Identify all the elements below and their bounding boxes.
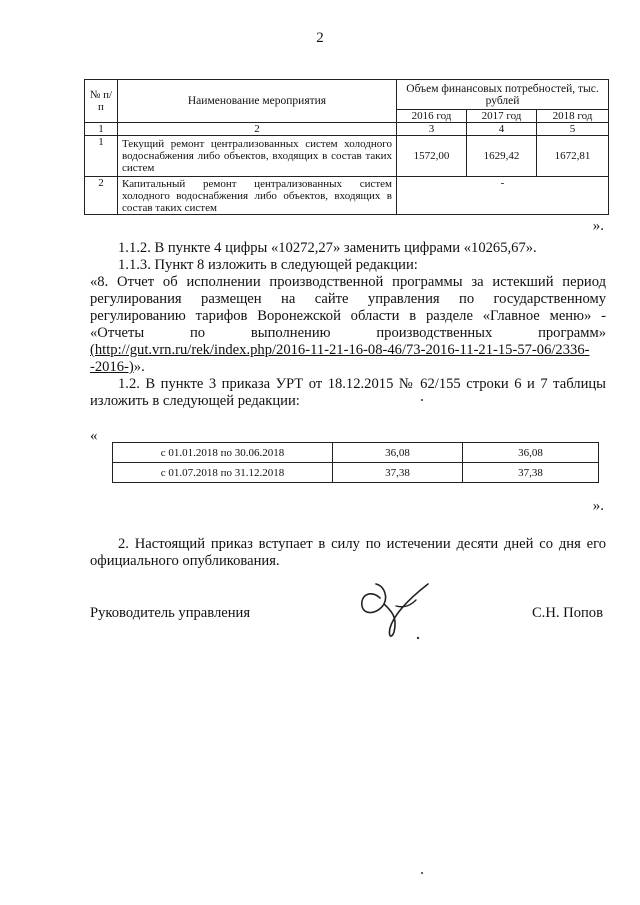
row-num: 1 [85, 136, 118, 177]
header-year: 2017 год [467, 110, 537, 123]
tariff-value: 37,38 [333, 463, 463, 483]
value-2017: 1629,42 [467, 136, 537, 177]
report-link[interactable] [90, 342, 606, 359]
header-year: 2018 год [537, 110, 609, 123]
table-row [85, 177, 609, 215]
column-number: 5 [537, 123, 609, 136]
text-line: 2. Настоящий приказ вступает в силу по истечении десяти дней со дня его [118, 536, 606, 552]
table-row [113, 443, 599, 463]
paragraph-1-1-3: 1.1.3. Пункт 8 изложить в следующей редакции: [118, 257, 418, 273]
column-number: 3 [397, 123, 467, 136]
handwritten-signature [350, 576, 445, 646]
paragraph-1-1-2: 1.1.2. В пункте 4 цифры «10272,27» заменить цифрами «10265,67». [118, 240, 537, 256]
ink-dot [421, 399, 423, 401]
paragraph-final [90, 536, 606, 570]
table-row [85, 136, 609, 177]
tariff-value: 37,38 [463, 463, 599, 483]
table-row [113, 463, 599, 483]
text-line: регулированию тарифов Воронежской области в разделе «Главное меню» - [90, 308, 606, 324]
header-num: № п/п [85, 80, 118, 123]
signatory-position: Руководитель управления [90, 605, 251, 621]
quote-close: ». [592, 218, 604, 234]
period-cell: с 01.07.2018 по 31.12.2018 [113, 463, 333, 483]
signatory-name: С.Н. Попов [531, 605, 603, 621]
financial-needs-table [84, 79, 609, 215]
page-number: 2 [316, 30, 324, 46]
column-number: 1 [85, 123, 118, 136]
header-year: 2016 год [397, 110, 467, 123]
header-volume: Объем финансовых потребностей, тыс. рублей [397, 80, 609, 110]
value-2018: 1672,81 [537, 136, 609, 177]
ink-dot [421, 872, 423, 874]
link-line[interactable]: -2016-) [90, 359, 134, 375]
link-line[interactable]: (http://gut.vrn.ru/rek/index.php/2016-11-21-16-08-46/73-2016-11-21-15-57-06/2336- [90, 342, 590, 358]
column-number: 2 [118, 123, 397, 136]
quote-close: ». [592, 498, 604, 514]
quote-open: « [90, 428, 98, 444]
text-line: изложить в следующей редакции: [90, 393, 300, 409]
quote-close: ». [133, 359, 145, 375]
tariff-table [112, 442, 599, 483]
tariff-value: 36,08 [463, 443, 599, 463]
text-line: «Отчеты по выполнению производственных программ» [90, 325, 606, 341]
text-line: регулирования размещен на сайте управления по государственному [90, 291, 606, 307]
text-line: 1.2. В пункте 3 приказа УРТ от 18.12.2015 № 62/155 строки 6 и 7 таблицы [118, 376, 606, 392]
text-line: официального опубликования. [90, 553, 280, 569]
text-line: «8. Отчет об исполнении производственной программы за истекший период [90, 274, 606, 290]
header-name: Наименование мероприятия [118, 80, 397, 123]
merged-value: - [397, 177, 609, 215]
paragraph-1-2 [90, 376, 606, 410]
value-2016: 1572,00 [397, 136, 467, 177]
period-cell: с 01.01.2018 по 30.06.2018 [113, 443, 333, 463]
tariff-value: 36,08 [333, 443, 463, 463]
paragraph-8 [90, 274, 606, 376]
row-desc: Текущий ремонт централизованных систем холодного водоснабжения либо объектов, входящих в состав таких систем [118, 136, 397, 177]
column-number: 4 [467, 123, 537, 136]
row-desc: Капитальный ремонт централизованных систем холодного водоснабжения либо объектов, входящих в состав таких систем [118, 177, 397, 215]
row-num: 2 [85, 177, 118, 215]
